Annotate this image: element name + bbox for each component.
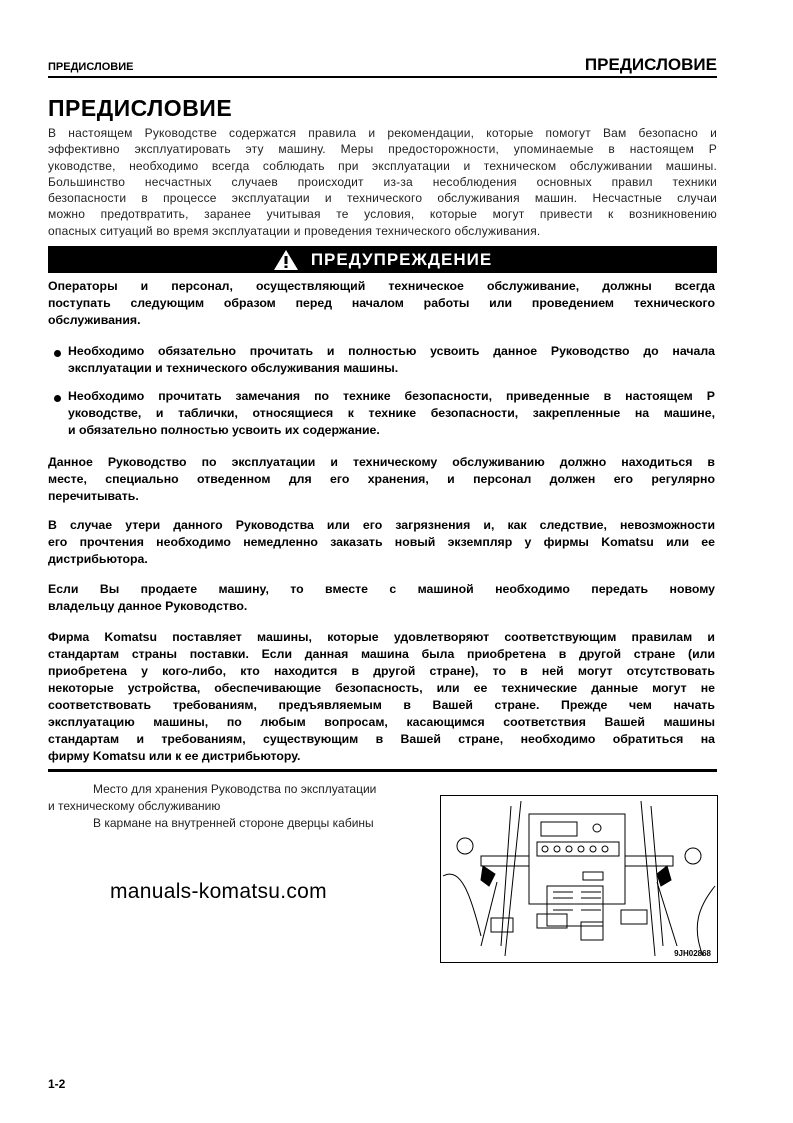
text-line: месте, специально отведенном для его хранения, и персонал должен его регулярно <box>48 472 715 486</box>
text-line: эксплуатацию машины, по любым вопросам, касающимся соответствия Вашей машины <box>48 715 715 729</box>
caption-line: и техническому обслуживанию <box>48 799 221 813</box>
text-line: приобретена у кого-либо, кто находится в другой стране), то в ней могут отсутствовать <box>48 664 715 678</box>
text-line: его прочтения необходимо немедленно заказать новый экземпляр у фирмы Komatsu или ее <box>48 535 715 549</box>
text-line: эксплуатации и технического обслуживания машины. <box>68 361 399 375</box>
text-line: уководстве, необходимо всегда соблюдать при эксплуатации и техническом обслуживании машины. <box>48 158 717 173</box>
paragraph-storage <box>48 454 715 505</box>
text-line: уководстве, и таблички, относящиеся к технике безопасности, закрепленные на машине, <box>68 406 715 420</box>
bullet-icon <box>54 350 61 357</box>
header-rule <box>48 76 717 78</box>
running-header-left: ПРЕДИСЛОВИЕ <box>48 61 134 73</box>
text-line: стандартам страны поставки. Если данная машина была приобретена в другой стране (или <box>48 647 715 661</box>
text-line: В случае утери данного Руководства или его загрязнения и, как следствие, невозможности <box>48 518 715 532</box>
watermark[interactable]: manuals-komatsu.com <box>110 880 327 903</box>
paragraph-standards <box>48 629 715 765</box>
text-line: Если Вы продаете машину, то вместе с машиной необходимо передать новому <box>48 582 715 596</box>
paragraph-selling <box>48 581 715 615</box>
text-line: В настоящем Руководстве содержатся правила и рекомендации, которые помогут Вам безопасно и <box>48 126 717 140</box>
text-line: Данное Руководство по эксплуатации и техническому обслуживанию должно находиться в <box>48 455 715 469</box>
intro-paragraph <box>48 125 717 239</box>
text-line: Фирма Komatsu поставляет машины, которые удовлетворяют соответствующим правилам и <box>48 630 715 644</box>
storage-caption <box>48 781 376 832</box>
text-line: дистрибьютора. <box>48 552 148 566</box>
text-line: обслуживания. <box>48 313 141 327</box>
text-line: соответствовать требованиям, предъявляемым в Вашей стране. Прежде чем начать <box>48 698 715 712</box>
page-title: ПРЕДИСЛОВИЕ <box>48 95 233 121</box>
text-line: можно предотвратить, заранее учитывая те условия, которые могут привести к возникновению <box>48 207 717 222</box>
warning-paragraph-1 <box>48 278 715 329</box>
warning-title: ПРЕДУПРЕЖДЕНИЕ <box>310 249 493 269</box>
text-line: стандартам и требованиям, существующим в Вашей стране, необходимо обратиться на <box>48 732 715 746</box>
knob-row <box>542 846 608 852</box>
text-line: фирму Komatsu или к ее дистрибьютору. <box>48 749 301 763</box>
text-line: Необходимо обязательно прочитать и полностью усвоить данное Руководство до начала <box>68 344 715 358</box>
text-line: Большинство несчастных случаев происходит из-за несоблюдения основных правил техники <box>48 174 717 189</box>
text-line: эффективно эксплуатировать эту машину. Меры предосторожности, упоминаемые в настоящем Р <box>48 142 717 157</box>
figure-label: 9JH02868 <box>674 949 711 958</box>
text-line: опасных ситуаций во время эксплуатации и проведения технического обслуживания. <box>48 223 541 238</box>
bullet-icon <box>54 395 61 402</box>
text-line: Необходимо прочитать замечания по технике безопасности, приведенные в настоящем Р <box>68 389 715 403</box>
warning-triangle-icon <box>273 249 299 271</box>
warning-banner <box>48 246 717 273</box>
text-line: Операторы и персонал, осуществляющий техническое обслуживание, должны всегда <box>48 279 715 293</box>
bullet-item-1 <box>68 343 715 377</box>
section-rule <box>48 769 717 772</box>
running-header-right: ПРЕДИСЛОВИЕ <box>584 55 717 74</box>
paragraph-lost-manual <box>48 517 715 568</box>
text-line: и обязательно полностью усвоить их содержание. <box>68 423 380 437</box>
text-line: безопасности в процессе эксплуатации и технического обслуживания машин. Несчастные случаи <box>48 191 717 206</box>
caption-line: В кармане на внутренней стороне дверцы кабины <box>93 816 374 830</box>
text-line: владельцу данное Руководство. <box>48 599 248 613</box>
bullet-item-2 <box>68 388 715 439</box>
text-line: некоторые устройства, обеспечивающие безопасность, или ее технические данные могут не <box>48 681 715 695</box>
text-line: поступать следующим образом перед началом работы или проведением технического <box>48 296 715 310</box>
caption-line: Место для хранения Руководства по эксплуатации <box>93 782 377 796</box>
page-number: 1-2 <box>48 1077 66 1091</box>
text-line: перечитывать. <box>48 489 139 503</box>
cab-illustration <box>440 795 718 963</box>
